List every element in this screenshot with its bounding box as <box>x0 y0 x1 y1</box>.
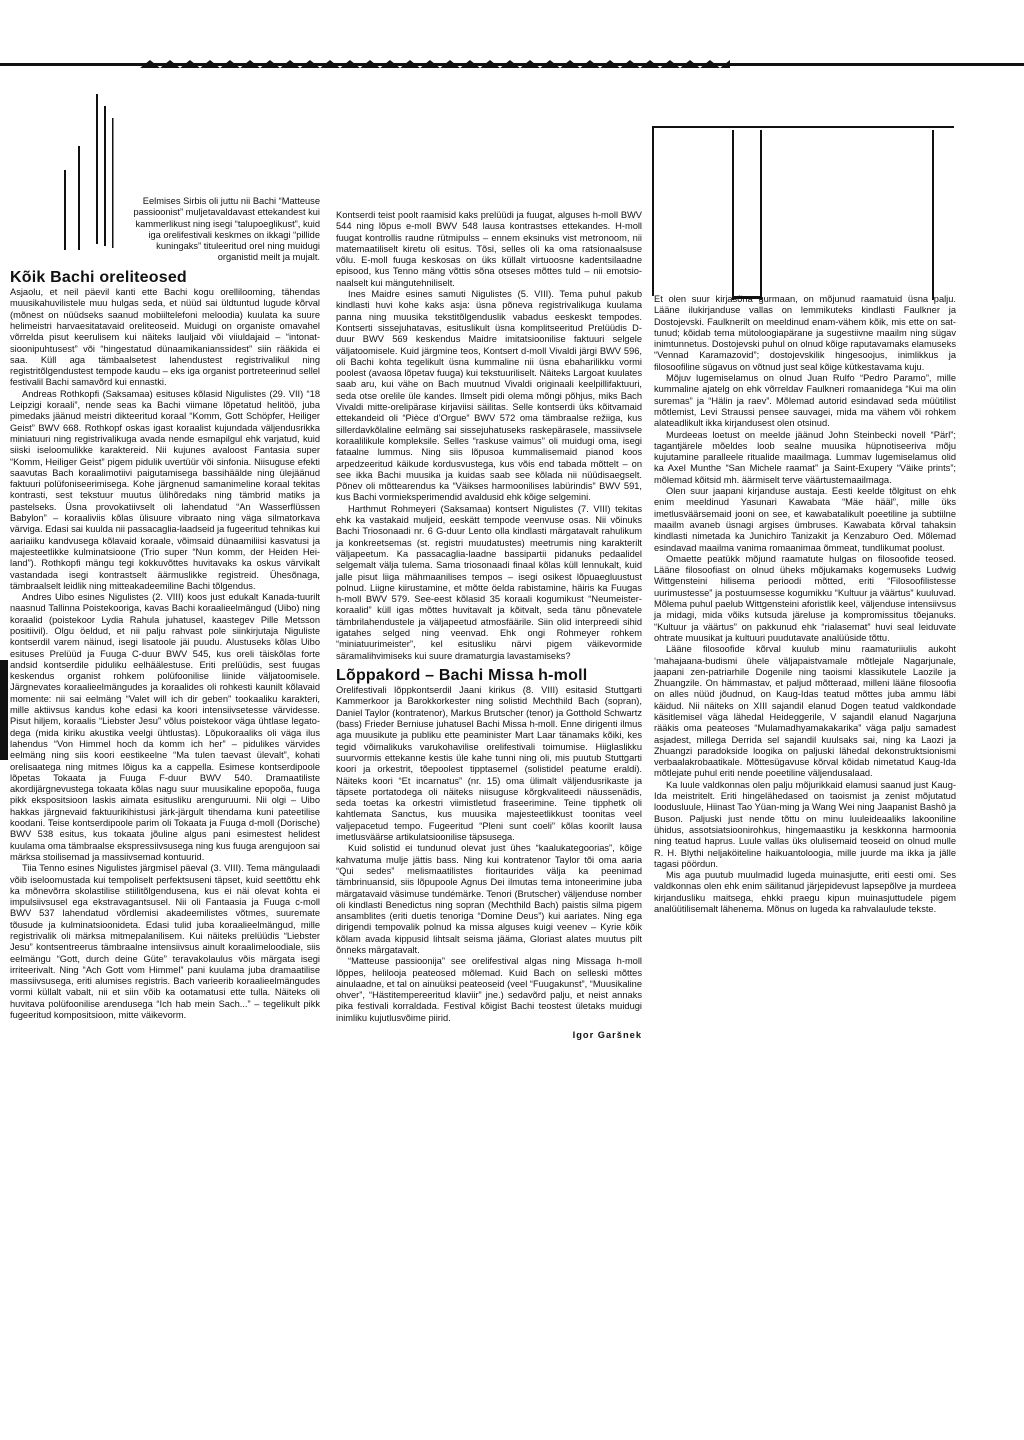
paragraph: Orelifestivali lõppkontserdil Jaani kirikus (8. VIII) esitasid Stuttgarti Kammerkoor ja Barokkorkester ning solistid Mechthild Bach (sopran), Daniel Taylor (kontratenor), Markus Brutscher (tenor) ja Gotthold Schwartz (bass) Frieder Berniuse juhatusel Bachi Missa h-moll. Enne dirigenti ilmus aga muusikute ja publiku ette peaminister Mart Laar tänamaks kõiki, kes tegid võimalikuks varukohavilise orelifestivali toimumise. Hiiglaslikku suurvormis ettekanne kestis üle kahe tunni ning oli, mis puutub Stuttgarti koori ja orkestrit, tõepoolest tipptasemel (solistidel peatume eraldi). Näiteks koori “Et incarnatus” (nr. 15) oma ülimalt väljendusrikaste ja täpsete portatodega oli näiteks niisuguse kõrgkvaliteedi näussenädis, seda toetas ka orkestri viimistletud fraseerimine. Teine tipphetk oli kahtlemata Sanctus, kus muusika majesteetlikkust toonitas veel valjepacetud tempo. Fugeeritud “Pleni sunt coeli” kõlas koorilt lausa imetlusväärse artikulatsioonilise täpsusega. <box>336 685 642 843</box>
sawtooth-ornament <box>140 60 730 68</box>
frame-right-bar <box>930 130 950 300</box>
margin-marker <box>0 660 8 760</box>
section-title-mass: Lõppakord – Bachi Missa h-moll <box>336 666 588 684</box>
paragraph: Andres Uibo esines Nigulistes (2. VIII) koos just edukalt Kanada-tuurilt naasnud Tallinna Poistekooriga, kavas Bachi koraalieelmängud (Uibo) ning koraalid (poistekoor Lydia Rahula juhatusel, kaastegev Pille Metsson positiivil). Olgu öeldud, et nii palju rahvast pole siinkirjutaja Niguliste kontserdil varem näinud, isegi lisatoole jäi puudu. Alustuseks kõlas Uibo esituses Prelüüd ja Fuuga C-duur BWV 545, kus oreli täiskõlas forte andsid kontserdile piduliku eelhäälestuse. Eriti prelüüdis, sest fuugas keskendus organist rohkem polüfoonilise liinide väljatoomisele. Järgnevates koraalieelmängudes ja koraalides oli rohkesti kaunilt kõlavaid momente: nii sai eelmäng “Valet will ich dir geben” tookaaliku karakteri, mille aktiivsus kandus kohe edasi ka koori intensiivsetesse värvidesse. Pisut hiljem, koraalis “Liebster Jesu” võlus poistekoor väga ühtlase legato-dega (mida kiriku akustika veelgi ühtlustas). Lõpukoraaliks oli väga ilus lahendus “Von Himmel hoch da komm ich her” – pidulikes värvides eelmäng ning siis koori eestikeelne “Ma tulen taevast ülevalt”, kohati orelisaatega ning mitmes lõigus ka a cappella. Esimese kontserdipoole lõpetas Tokaata ja Fuuga F-duur BWV 540. Dramaatiliste akordijärgnevustega tokaata kõlas nagu suur muusikaline epopoõa, fuuga pikk ekspositsioon laskis aimata esitusliku arenguruumi. Nii olgi – Uibo hakkas järgnevaid faktuurikihistusi järk-järgult tihendama kuni pateetilise koodani. Teise kontserdipoole parim oli Tokaata ja Fuuga d-moll (Dorische) BWV 538 esitus, kus tokaata jõuline algus pani esimestest helidest kuulama oma tämbraalse ekspressiivsusega ning kus fuuga arengujoon sai märksa stoilisemad ja massiivsemad kontuurid. <box>10 592 320 862</box>
top-decorative-band <box>0 60 1024 68</box>
paragraph: Ines Maidre esines samuti Nigulistes (5. VIII). Tema puhul pakub kindlasti huvi kohe kaks asja: üsna põneva registrivalikuga kuulama panna ning muusika tekstitõlgenduslik vabadus eeskeskt tempodes. Kontserti sissejuhatavas, esituslikult üsna komplitseeritud Prelüüdis D-duur BWV 569 keskendus Maidre imitatsioonilise faktuuri selgele väljatoomisele. Kuid järgmine teos, Kontsert d-moll Vivaldi järgi BWV 596, oli Bachi kohta tegelikult üsna kummaline nii üsna ebaharilikku vormi poolest (avaosa lõpetav fuuga) kui tekstuuriliselt. Näiteks Largoat kuulates saab aru, kui vähe on Bach muutnud Vivaldi originaali keelpillifaktuuri, seda otse orelile üle kandes. Ilmselt pidi olema mõngi põhjus, miks Bach Vivaldi mitte-orelipärase kirjaviisi säilitas. Selle kontserdi üks kõitvamaid ettekandeid oli “Pièce d’Orgue” BWV 572 oma tämbraalse režiiga, kus sillerdavkõlaline eelmäng sai sissejuhatuseks raskepärasele, massiivsele koraalilikule kompleksile. Selles “raskuse vaimus” oli muidugi oma, isegi fataalne lummus. Ning siis lõpusoa kummalisemaid pianod koos arpedzeeritud käikude kordusvustega, kus võis end tabada mõttelt – on see ikka Bachi muusika ja kuidas saab see kõlada nii nüüdisaegselt. Põnev oli mõttearendus ka “Väikses harmoonilises labürindis” BWV 591, kus Bachi vormieksperimendid avaldusid ehk kõige selgemini. <box>336 289 642 503</box>
paragraph: Mis aga puutub muulmadid lugeda muinasjutte, eriti eesti omi. Ses valdkonnas olen ehk enim säilitanud järjepidevust lapsepõlve ja murdeea kirjandusliku maitsega, ehkki praegu kipun muinasjuttudele pigem analüütilisemalt lähenema. Mõnus on lugeda ka rahvalaulude tekste. <box>654 870 956 915</box>
paragraph: Kontserdi teist poolt raamisid kaks prelüüdi ja fuugat, alguses h-moll BWV 544 ning lõpus e-moll BWV 548 lausa kontrastses ettekandes. H-moll fuugat kontrollis raudne rütmipulss – ennem eksinuks vist metronoom, nii matemaatiliselt kiretu oli esitus. Tõsi, selles oli ka oma ratsionaalsuse võlu. E-moll fuuga keskosas on üks küllalt virtuoosne kadentsilaadne episood, kus Tenno mäng võttis sõna otseses mõttes tuld – nii emotsionaalselt kui mängutehniliselt. <box>336 210 642 288</box>
paragraph: Tiia Tenno esines Nigulistes järgmisel päeval (3. VIII). Tema mängulaadi võib iseloomustada kui tempoliselt perfektsuseni täpset, kuid seettõttu ehk ka mõnevõrra skolastilise stiilitõlgendusena, kus ei näi olevat kohta ei impulsiivsusel ega ekstravagantsusel. Nii oli Fantaasia ja Fuuga c-moll BWV 537 lahendatud võrdlemisi akadeemilistes võtmes, suuremate tõusude ja kulminatsioonideta. Edasi tulid juba koraalieelmängud, mille registrivalik oli märksa mitmepalanilisem. Kui näiteks prelüüdis “Liebster Jesu” kontsentreerus tämbraalne intensiivsus ainult koraalimeloodiale, siis eelmängu “Gott, durch deine Güte” teravakolaulus võis märgata isegi irriteerivalt. Ning “Ach Gott vom Himmel” pani kuulama juba dramaatilise massiivsusega, eriti alumises registris. Bach varieerib koraalieelmängudes vormi küllalt vabalt, nii et siin võib ka ootamatusi ette tulla. Näiteks oli huvitava polüfoonilise arendusega “Ich hab mein Sach...” – tegelikult pikk fugeeritud kompositsioon, mitte väikevorm. <box>10 863 320 1021</box>
profile-frame <box>652 126 954 296</box>
paragraph: Lääne filosoofide kõrval kuulub minu raamaturiiulis aukoht ‘mahajaana-budismi ühele väljapaistvamale mõtlejale Nagarjunale, jaapani zen-patriarhile Dogenile ning taoismi klassikutele Laozile ja Zhuangzile. On hämmastav, et paljud mõtteraad, milleni lääne filosoofia on alles nüüd jõudnud, on Kaug-Idas teatud mõttes juba ammu läbi käidud. Nii näiteks on XIII sajandil elanud Dogen teatud valdkondade käsitlemisel väga lähedal Heideggerile, V sajandil elanud Nagarjuna rääkis oma peateoses “Mulamadhyamakakarika” väga palju samadest asjadest, millega Derrida sel sajandil kuulsaks sai, ning ka Laozi ja Zhuangzi paradokside loogika on paljuski lähedal dekonstruktsionismi verbaalakrobaatikale. Mõttesügavuse kõrval kõidab nimetatud Kaug-Ida mõtlejate puhul eriti nende poeetiline väljendusalaad. <box>654 644 956 779</box>
frame-vertical-bars <box>730 130 770 300</box>
paragraph: Harthmut Rohmeyeri (Saksamaa) kontsert Nigulistes (7. VIII) tekitas ehk ka vastakaid muljeid, eeskätt tempode veenvuse osas. Nii võinuks Bachi Triosonaadi nr. 6 G-duur Lento olla kindlasti märgatavalt rahulikum ja konkreetsemas (st. registri muudatustes) meetrumis ning karakterilt väljapeetum. Ka passacaglia-laadne bassipartii pidanuks pedaalidel selgemalt välja tulema. Sama triosonaadi finaal kõlas küll lennukalt, kuid jalle pisut liiga mähmaanilises tempos – isegi osikest lõpuaegluustust polnud. Liigne kiirustamine, et mõtte öelda rabistamine, häiris ka Fuugas h-moll BWV 579. See-eest kõlasid 35 koraali kogumikust “Neumeister-koraalid” küll igas mõttes huvitavalt ja kõitvalt, seda tänu põnevatele tämbrilahendustele ja väljapeetud atmosfäärile. Siin olid interpreedi sihid igatahes selged ning veenvad. Ehk ongi Rohmeyer rohkem “miniatuurimeister”, kel esitusliku närvi pigem väikevormide säramalihvimiseks kui suure dramaturgia lavastamiseks? <box>336 503 642 661</box>
paragraph: Mõjuv lugemiselamus on olnud Juan Rulfo “Pedro Paramo”, mille kummaline ajatelg on ehk võrreldav Faulkneri romaanidega “Kui ma olin suremas” ja “Hälin ja raev”. Mõlemad autorid esindavad seda müütilist mõtlemist, Levi Straussi pensee sauvagei, mida ma vähem või rohkem alateadlikult ikka kirjandusest olen otsinud. <box>654 373 956 429</box>
paragraph: Andreas Rothkopfi (Saksamaa) esituses kõlasid Nigulistes (29. VII) “18 Leipzigi koraali”, nende seas ka Bachi viimane lõpetatud helitöö, juba pimedaks jäänud meistri dikteeritud koraal “Komm, Gott Schöpfer, Heiliger Geist” BWV 668. Rothkopf oskas igast koraalist kujundada väljendusrikka miniatuuri ning registrivalikuga avada nende esmapilgul ehk varjatud, kuid siiski iseloomulikke karaktereid. Nii kujunes avaloost Fantasia super “Komm, Heiliger Geist” pigem pidulik uvertüür või sinfonia. Niisuguse efekti saavutas Bach koraalimotiivi paigutamisega bassihäälde ning ülejäänud faktuuri polüfoniseerimisega. Kohe järgnenud samanimeline koraal tekitas kontrasti, sest tekstuur muutus ülihõredaks ning tämbrid matiks ja pastelseks. Üsna provokatiivselt oli lahendatud “An Wasserflüssen Babylon” – koraaliviis kõlas ülisuure vibraato ning väga silmatorkava värviga. Edasi sai kuulda nii passacaglia-laadseid ja fugeeritud tehnikas kui aariaiiku kandvusega kõlavaid koraale, võimsaid dünaamiliisi kasvatusi ja majesteetlikke kulminatsioone (Trio super “Nun komm, der Heiden Heiland”). Rothkopfi mängu tegi kokkuvõttes huvitavaks ka oskus värvikalt vastandada isegi kontrastselt äärmuslikke registreid. Ühesõnaga, tämbraalselt leidlik ning mitteakadeemiline Bachi tõlgendus. <box>10 388 320 591</box>
paragraph: Olen suur jaapani kirjanduse austaja. Eesti keelde tõlgitust on ehk enim meeldinud Yasunari Kawabata “Mäe hääl”, mille üks imetlusväärsemaid jooni on see, et kawabatalikult poeetiline ja subtiilne maailm avaneb üsnagi argises ümbruses. Kawabata kõrval tahaksin kindlasti nimetada ka Junichiro Tanizakit ja Kenzaburo Oed. Mõlemad esindavad maailma vanima romaanimaa õmmeat, tundlikumat poolust. <box>654 486 956 553</box>
section-title-organ-works: Kõik Bachi oreliteosed <box>10 268 187 286</box>
paragraph: Murdeeas loetust on meelde jäänud John Steinbecki novell “Pärl”; tagantjärele mõeldes loob sealne muusika hüpnotiseeriva mõju kujutamine paralleele ritualide maailmaga. Lummav lugemiselamus olid ka Axel Munthe “San Michele raamat” ja Saint-Exupery “Väike prints”; mõlemad kõitsid mh. äärmiselt terve väärtustemaailmaga. <box>654 429 956 485</box>
paragraph: Et olen suur kirjasõna gurmaan, on mõjunud raamatuid üsna palju. Lääne ilukirjanduse vallas on lemmikuteks kindlasti Faulkner ja Dostojevski. Faulknerilt on meeldinud enam-vähem kõik, mis ette on sattunud; kõidab tema mütoloogiapärane ja sugestiivne maailm ning sügav inimtunnetus. Dostojevski puhul on olnud kõige raputavamaks elamuseks “Vennad Karamazovid”; dostojevskilik hingesoojus, inimlikkus ja filosoofiline sügavus on võtnud just seal kõige kütkestavama kuju. <box>654 294 956 372</box>
column-3 <box>654 294 956 915</box>
paragraph: Omaette peatükk mõjund raamatute hulgas on filosoofide teosed. Lääne filosoofiast on olnud üheks mõjukamaks kogemuseks Ludwig Wittgensteini hilisema perioodi mõtted, eriti “Filosoofilistesse uurimustesse” ja postuumsesse kogumikku “Kultuur ja väärtus” kuuluvad. Mõlema puhul paelub Wittgensteini aforistlik keel, väljenduse intensiivsus ja midagi, mida võiks kutsuda järeluse ja kompromissitus tõejanuks. “Kultuur ja väärtus” on pakkunud ehk “rialasemat” huvi seal leiduvate ohtrate muusikat ja kultuuri puudutavate analüüside tõttu. <box>654 553 956 643</box>
author-signature: Igor Garšnek <box>572 1030 642 1041</box>
paragraph: “Matteuse passioonija” see orelifestival algas ning Missaga h-moll lõppes, helilooja peateosed mõlemad. Kuid Bach on selleski mõttes ainulaadne, et tal on ainuüksi peateoseid (veel “Fuugakunst”, “Muusikaline ohver”, “Hästitempereeritud klaviir” jne.) sedavõrd palju, et neist annaks pika festivali korraldada. Festival kõigist Bachi teostest ületaks muidugi inimliku kujutlusvõime piirid. <box>336 956 642 1023</box>
column-1 <box>10 196 320 1021</box>
column-2 <box>336 210 642 1041</box>
paragraph: Kuid solistid ei tundunud olevat just ühes “kaalukategoorias”, kõige kahvatuma mulje jättis bass. Ning kui kontratenor Taylor tõi oma aaria “Qui sedes” melismaatilistes fioritaurides välja ka peenimad tämbrinuansid, siis lõpupoole Agnus Dei ilmutas tema intoneerimine juba märgatavaid väsimuse tundémärke. Tenori (Brutscher) väljenduse nomber oli kindlasti Benedictus ning sopran (Mechthild Bach) paistis silma pigem ansamblites (eriti duetis tenoriga “Domine Deus”) kui aariates. Ning ega dirigendi tempovalik polnud ka missa alguses kuigi veenev – Kyrie kõik kõlam avada kippusid lihtsalt seisma jääma, Gloriast alates muutus pilt õnneks märgatavalt. <box>336 843 642 955</box>
paragraph: Ka luule valdkonnas olen palju mõjurikkaid elamusi saanud just Kaug-Ida meistritelt. Eriti hingelähedased on taoismist ja zenist mõjutatud loodusluule, Hiinast Tao Yüan-ming ja Wang Wei ning Jaapanist Bashô ja Buson. Paljuski just nende tõttu on minu luuleideaaliks lakooniline ühidus, assotsiatsioonirohkus, hingemaastiku ja keskkonna harmoonia ning teatud haprus. Luule vallas üks olulisemaid teoseid on olnud mulle R. H. Blythi neljaköiteline haikuantoloogia, mille juurde ma ikka ja jälle tagasi pöördun. <box>654 779 956 869</box>
paragraph: Asjaolu, et neil päevil kanti ette Bachi kogu orellilooming, tähendas muusikahuvilistele muu hulgas seda, et nüüd sai üldtuntud lugude kõrval (mõnest on nüüdseks saanud mobiiltelefoni meloodia) kuulata ka suure helimeistri harvaesitatavaid oreliteoseid. Muidugi on organiste omavahel võrrelda pisut keerulisem kui näiteks lauljaid või viiuldajaid – “intonatsioonipuhtusest” või “hingestatud dünaamikanianssidest” siin rääkida ei saa. Küll aga tämbaalsetest lahendustest registrivalikul ning registritõlgendustest tempode kaudu – eks iga organist portreteerinud sellel festivalil Bachi samavõrd kui ennastki. <box>10 287 320 388</box>
article-lead: Eelmises Sirbis oli juttu nii Bachi “Matteuse passioonist” muljetavaldavast ettekandest kui kammerlikust ning isegi “talupoeglikust”, kuid iga orelifestivali keskmes on ikkagi “pillide kuningaks” tituleeritud orel ning muidugi organistid meilt ja mujalt. <box>133 196 320 263</box>
